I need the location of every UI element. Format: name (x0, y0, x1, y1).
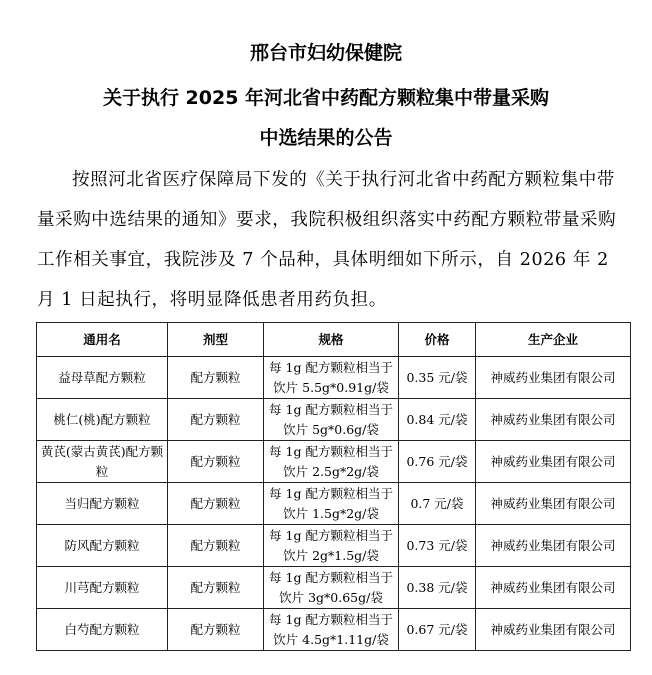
manufacturer-cell: 神威药业集团有限公司 (476, 483, 631, 525)
dosage-form-cell: 配方颗粒 (168, 525, 264, 567)
column-header-spec: 规格 (264, 323, 399, 357)
drug-name-cell: 黄芪(蒙古黄芪)配方颗粒 (37, 441, 168, 483)
price-cell: 0.7 元/袋 (399, 483, 476, 525)
title-line-1: 邢台市妇幼保健院 (249, 42, 402, 64)
table-row (37, 441, 631, 483)
column-header-price: 价格 (399, 323, 476, 357)
column-header-form: 剂型 (168, 323, 264, 357)
dosage-form-cell: 配方颗粒 (168, 567, 264, 609)
specification-cell: 每 1g 配方颗粒相当于饮片 4.5g*1.11g/袋 (264, 609, 399, 651)
dosage-form-cell: 配方颗粒 (168, 483, 264, 525)
manufacturer-cell: 神威药业集团有限公司 (476, 525, 631, 567)
drug-table (36, 322, 631, 651)
dosage-form-cell: 配方颗粒 (168, 399, 264, 441)
manufacturer-cell: 神威药业集团有限公司 (476, 441, 631, 483)
dosage-form-cell: 配方颗粒 (168, 441, 264, 483)
manufacturer-cell: 神威药业集团有限公司 (476, 567, 631, 609)
dosage-form-cell: 配方颗粒 (168, 609, 264, 651)
price-cell: 0.76 元/袋 (399, 441, 476, 483)
drug-name-cell: 川芎配方颗粒 (37, 567, 168, 609)
table-row (37, 483, 631, 525)
announcement-body: 按照河北省医疗保障局下发的《关于执行河北省中药配方颗粒集中带量采购中选结果的通知》要求，我院积极组织落实中药配方颗粒带量采购工作相关事宜，我院涉及 7 个品种，具体明细如下所示，自 2026 年 2 月 1 日起执行，将明显降低患者用药负担。 (37, 170, 617, 310)
drug-name-cell: 桃仁(桃)配方颗粒 (37, 399, 168, 441)
specification-cell: 每 1g 配方颗粒相当于饮片 5g*0.6g/袋 (264, 399, 399, 441)
price-cell: 0.73 元/袋 (399, 525, 476, 567)
manufacturer-cell: 神威药业集团有限公司 (476, 609, 631, 651)
column-header-name: 通用名 (37, 323, 168, 357)
table-header-row (37, 323, 631, 357)
specification-cell: 每 1g 配方颗粒相当于饮片 2g*1.5g/袋 (264, 525, 399, 567)
specification-cell: 每 1g 配方颗粒相当于饮片 3g*0.65g/袋 (264, 567, 399, 609)
price-cell: 0.35 元/袋 (399, 357, 476, 399)
drug-name-cell: 白芍配方颗粒 (37, 609, 168, 651)
table-row (37, 399, 631, 441)
specification-cell: 每 1g 配方颗粒相当于饮片 2.5g*2g/袋 (264, 441, 399, 483)
specification-cell: 每 1g 配方颗粒相当于饮片 5.5g*0.91g/袋 (264, 357, 399, 399)
dosage-form-cell: 配方颗粒 (168, 357, 264, 399)
table-row (37, 525, 631, 567)
title-line-2: 关于执行 2025 年河北省中药配方颗粒集中带量采购 (102, 87, 550, 109)
manufacturer-cell: 神威药业集团有限公司 (476, 399, 631, 441)
drug-name-cell: 防风配方颗粒 (37, 525, 168, 567)
specification-cell: 每 1g 配方颗粒相当于饮片 1.5g*2g/袋 (264, 483, 399, 525)
table-row (37, 567, 631, 609)
manufacturer-cell: 神威药业集团有限公司 (476, 357, 631, 399)
title-line-3: 中选结果的公告 (259, 127, 393, 149)
price-cell: 0.38 元/袋 (399, 567, 476, 609)
column-header-manufacturer: 生产企业 (476, 323, 631, 357)
price-cell: 0.67 元/袋 (399, 609, 476, 651)
drug-name-cell: 益母草配方颗粒 (37, 357, 168, 399)
price-cell: 0.84 元/袋 (399, 399, 476, 441)
drug-name-cell: 当归配方颗粒 (37, 483, 168, 525)
table-row (37, 609, 631, 651)
table-row (37, 357, 631, 399)
